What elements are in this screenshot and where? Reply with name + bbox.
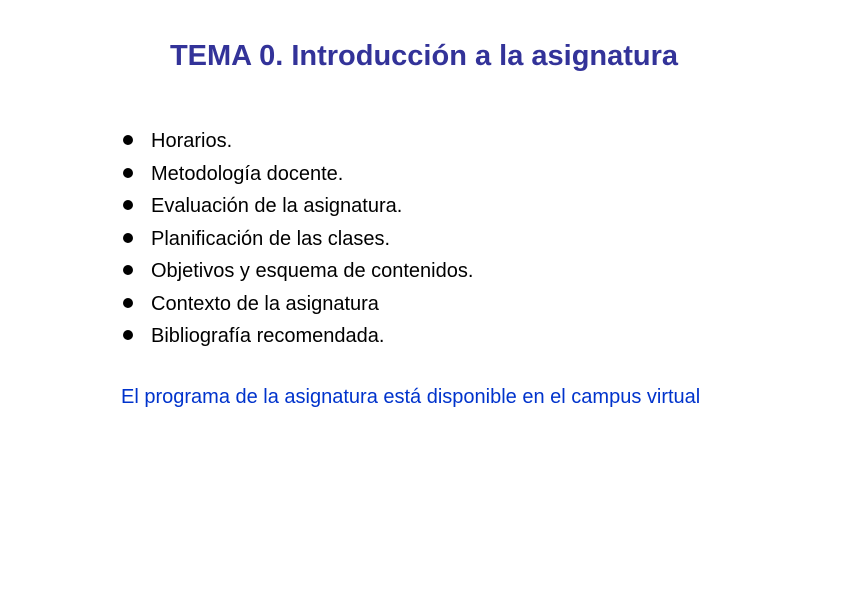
list-item [117,190,473,223]
bullet-icon [123,168,133,178]
bullet-icon [123,330,133,340]
program-availability-note: El programa de la asignatura está disponible en el campus virtual [121,386,701,408]
list-item-label: Contexto de la asignatura [151,292,379,315]
list-item-label: Objetivos y esquema de contenidos. [151,260,474,282]
bullet-icon [123,233,133,243]
list-item [117,255,473,288]
topic-list [117,125,473,353]
list-item-label: Bibliografía recomendada. [151,325,385,347]
list-item [117,223,473,256]
slide-title: TEMA 0. Introducción a la asignatura [169,40,679,72]
bullet-icon [123,298,133,308]
list-item-label: Evaluación de la asignatura. [151,195,403,217]
list-item-label: Horarios. [151,130,233,152]
bullet-icon [123,265,133,275]
bullet-icon [123,200,133,210]
bullet-icon [123,135,133,145]
list-item [117,288,473,321]
list-item [117,125,473,158]
list-item [117,158,473,191]
list-item-label: Planificación de las clases. [151,227,391,250]
list-item-label: Metodología docente. [151,162,344,185]
list-item [117,320,473,353]
